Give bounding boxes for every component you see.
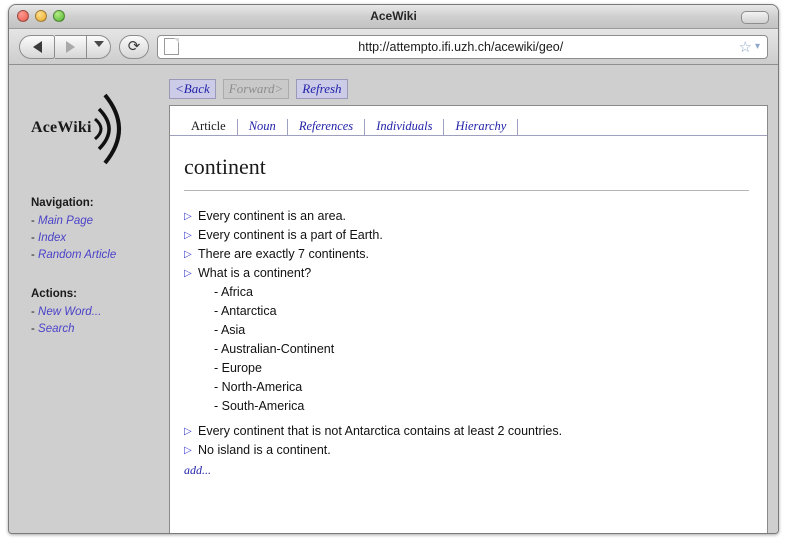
history-button-group	[169, 79, 348, 99]
list-item[interactable]: - Asia	[214, 323, 246, 337]
tab-individuals[interactable]: Individuals	[365, 119, 444, 135]
navigation-section	[31, 197, 157, 264]
forward-history-button: Forward>	[223, 79, 290, 99]
actions-heading: Actions:	[31, 288, 77, 300]
bookmark-star-icon[interactable]: ☆	[738, 38, 752, 56]
navigation-heading: Navigation:	[31, 197, 94, 209]
address-bar[interactable]	[157, 35, 768, 59]
sidebar-link-search[interactable]: Search	[38, 323, 75, 335]
tab-article[interactable]: Article	[180, 119, 238, 135]
tab-noun[interactable]: Noun	[238, 119, 288, 135]
toolbar-toggle-button[interactable]	[741, 11, 769, 24]
statement-text: Every continent is an area.	[198, 209, 346, 223]
list-item[interactable]: - South-America	[214, 399, 305, 413]
list-item[interactable]: - Australian-Continent	[214, 342, 335, 356]
triangle-bullet-icon: ▷	[184, 249, 192, 260]
list-item[interactable]: - Antarctica	[214, 304, 277, 318]
add-statement-link[interactable]: add...	[184, 463, 211, 477]
statement-text: No island is a continent.	[198, 443, 331, 457]
statement-row[interactable]	[184, 207, 767, 226]
wiki-page	[169, 105, 768, 533]
triangle-bullet-icon: ▷	[184, 426, 192, 437]
logo-text: AceWiki	[31, 119, 92, 136]
reload-icon: ⟳	[127, 38, 141, 55]
triangle-bullet-icon: ▷	[184, 211, 192, 222]
statement-text: Every continent that is not Antarctica contains at least 2 countries.	[198, 424, 563, 438]
statement-row[interactable]	[184, 245, 767, 264]
list-item[interactable]: - North-America	[214, 380, 303, 394]
statement-row[interactable]	[184, 226, 767, 245]
reload-button[interactable]	[119, 35, 149, 59]
chevron-down-icon	[94, 41, 104, 53]
forward-arrow-icon	[66, 41, 75, 53]
bookmark-caret-icon[interactable]: ▾	[754, 41, 760, 52]
sidebar-item-search[interactable]	[31, 321, 157, 338]
dash-bullet: -	[31, 215, 39, 227]
url-text: http://attempto.ifi.uzh.ch/acewiki/geo/	[358, 39, 564, 54]
statement-text: What is a continent?	[198, 266, 312, 280]
acewiki-logo	[9, 83, 157, 173]
dash-bullet: -	[31, 306, 39, 318]
tab-references[interactable]: References	[288, 119, 365, 135]
statement-row[interactable]	[184, 441, 767, 460]
sidebar-item-index[interactable]	[31, 230, 157, 247]
sidebar	[9, 65, 157, 533]
triangle-bullet-icon: ▷	[184, 230, 192, 241]
sidebar-link-main-page[interactable]: Main Page	[38, 215, 94, 227]
sidebar-link-index[interactable]: Index	[38, 232, 67, 244]
sidebar-link-random-article[interactable]: Random Article	[38, 249, 117, 261]
window-titlebar	[9, 5, 778, 29]
actions-section	[31, 288, 157, 338]
sidebar-link-new-word[interactable]: New Word...	[38, 306, 102, 318]
browser-toolbar	[9, 29, 778, 65]
sidebar-item-new-word[interactable]	[31, 304, 157, 321]
page-content	[9, 65, 778, 533]
main-panel	[157, 65, 778, 533]
refresh-button[interactable]: Refresh	[296, 79, 347, 99]
article-tabs	[170, 113, 767, 136]
statement-text: Every continent is a part of Earth.	[198, 228, 383, 242]
list-item[interactable]: - Europe	[214, 361, 262, 375]
triangle-bullet-icon: ▷	[184, 445, 192, 456]
statement-row[interactable]	[184, 264, 767, 283]
dash-bullet: -	[31, 323, 39, 335]
sidebar-item-random-article[interactable]	[31, 247, 157, 264]
back-history-button[interactable]: <Back	[169, 79, 216, 99]
dash-bullet: -	[31, 232, 39, 244]
forward-button[interactable]	[55, 35, 87, 59]
window-title: AceWiki	[370, 9, 417, 23]
statement-text: There are exactly 7 continents.	[198, 247, 369, 261]
dash-bullet: -	[31, 249, 39, 261]
history-dropdown-button[interactable]	[87, 35, 111, 59]
statement-list	[184, 207, 767, 460]
back-arrow-icon	[33, 41, 42, 53]
page-title: continent	[184, 154, 749, 191]
statement-row[interactable]	[184, 422, 767, 441]
list-item[interactable]: - Africa	[214, 285, 253, 299]
answer-list	[214, 283, 767, 416]
back-button[interactable]	[19, 35, 55, 59]
tab-hierarchy[interactable]: Hierarchy	[444, 119, 518, 135]
sidebar-item-main-page[interactable]	[31, 213, 157, 230]
triangle-bullet-icon: ▷	[184, 268, 192, 279]
browser-window	[8, 4, 779, 534]
navigation-buttons	[19, 35, 111, 59]
page-icon	[164, 38, 179, 55]
